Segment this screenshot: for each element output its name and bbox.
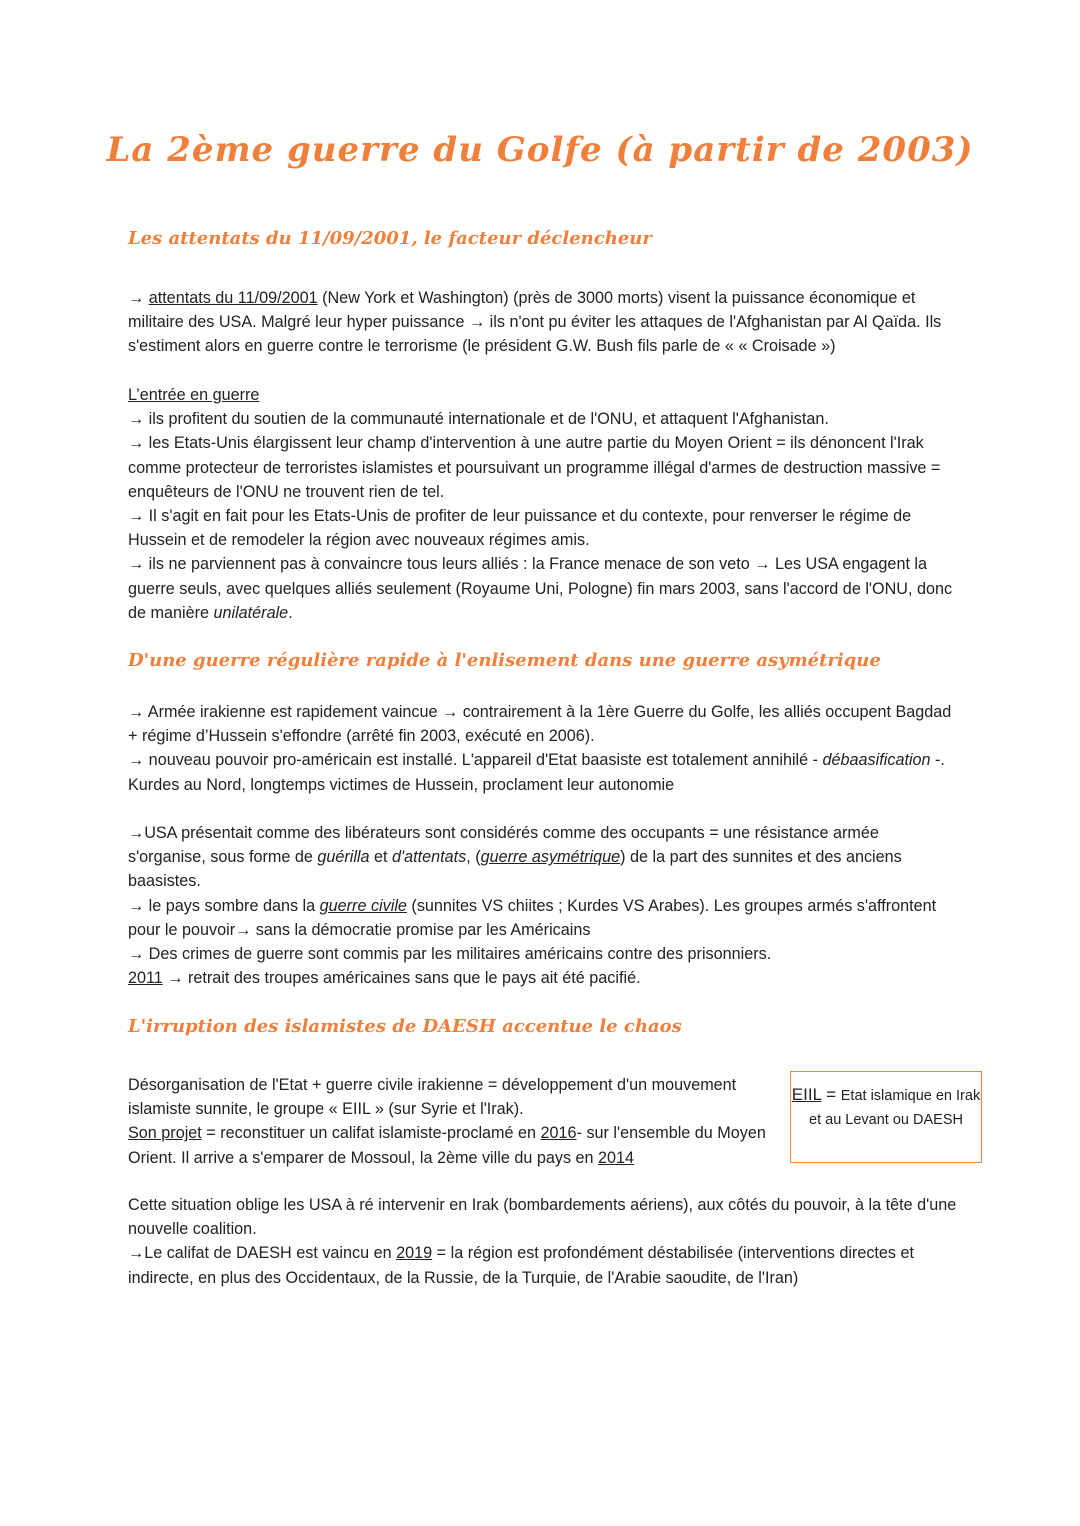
- definition-text: Etat islamique en Irak et au Levant ou DAESH: [809, 1088, 981, 1128]
- list-item: [128, 748, 958, 796]
- text: → retrait des troupes américaines sans que le pays ait été pacifié.: [162, 969, 641, 988]
- italic-term: débaasification: [822, 751, 931, 770]
- text: = reconstituer un califat islamiste-proclamé en: [201, 1124, 541, 1143]
- list-item: [128, 821, 958, 894]
- section-heading-guerre-asymetrique: D'une guerre régulière rapide à l'enlisement dans une guerre asymétrique: [128, 650, 881, 671]
- underlined-term: Son projet: [128, 1124, 202, 1143]
- definition-box: [790, 1071, 982, 1163]
- underlined-year: 2011: [128, 969, 163, 988]
- paragraph-entree-en-guerre: [128, 383, 958, 625]
- subheading-entree-en-guerre: L’entrée en guerre: [128, 386, 260, 404]
- paragraph-intervention: [128, 1193, 958, 1290]
- section-heading-daesh: L'irruption des islamistes de DAESH accentue le chaos: [128, 1016, 682, 1037]
- text: .: [288, 603, 293, 622]
- text-line: [128, 1121, 778, 1169]
- list-item: → Des crimes de guerre sont commis par les militaires américains contre des prisonniers.: [128, 945, 772, 964]
- italic-underlined-term: guerre civile: [319, 896, 407, 915]
- paragraph-attentats: [128, 286, 958, 359]
- section-heading-attentats: Les attentats du 11/09/2001, le facteur déclencheur: [128, 228, 652, 249]
- underlined-term: attentats du 11/09/2001: [148, 289, 318, 307]
- text: → ils ne parviennent pas à convaincre tous leurs alliés : la France menace de son veto → Les USA engagent la guerre seuls, avec quelques alliés seulement (Royaume Uni, Pologne) fin mars 2003, sans l'accord de l'ONU, donc de manière: [128, 555, 953, 622]
- list-item: → ils profitent du soutien de la communauté internationale et de l'ONU, et attaquent l'Afghanistan.: [128, 410, 829, 429]
- italic-underlined-term: guerre asymétrique: [480, 848, 621, 867]
- list-item: [128, 552, 958, 625]
- text: →: [128, 289, 149, 307]
- list-item: [128, 894, 958, 942]
- paragraph-daesh: [128, 1073, 778, 1170]
- page-title: La 2ème guerre du Golfe (à partir de 2003): [106, 130, 974, 170]
- paragraph-occupation: [128, 821, 958, 990]
- text: = la région est profondément déstabilisée (interventions directes et indirecte, en plus des Occidentaux, de la Russie, de la Turquie, de l'Arabie saoudite, de l'Iran): [128, 1244, 915, 1287]
- definition-term: EIIL: [791, 1085, 822, 1104]
- paragraph-armee-irakienne: [128, 700, 958, 797]
- text: -. Kurdes au Nord, longtemps victimes de Hussein, proclament leur autonomie: [128, 751, 945, 794]
- text: →Le califat de DAESH est vaincu en: [128, 1244, 397, 1263]
- text: - sur l'ensemble du Moyen Orient. Il arrive a s'emparer de Mossoul, la 2ème ville du pays en: [128, 1124, 766, 1167]
- text: ) de la part des sunnites et des anciens baasistes.: [128, 848, 902, 891]
- italic-term: guérilla: [317, 848, 370, 867]
- underlined-year: 2014: [598, 1148, 635, 1167]
- underlined-year: 2019: [396, 1244, 433, 1263]
- italic-term: d'attentats: [392, 848, 467, 867]
- underlined-year: 2016: [540, 1124, 577, 1143]
- text-line: Cette situation oblige les USA à ré intervenir en Irak (bombardements aériens), aux côtés du pouvoir, à la tête d'une nouvelle coalition.: [128, 1196, 957, 1239]
- list-item: [128, 966, 958, 990]
- text-line: Désorganisation de l'Etat + guerre civile irakienne = développement d'un mouvement islamiste sunnite, le groupe « EIIL » (sur Syrie et l'Irak).: [128, 1076, 737, 1119]
- text: → le pays sombre dans la: [128, 896, 320, 915]
- text: → nouveau pouvoir pro-américain est installé. L'appareil d'Etat baasiste est totalement annihilé -: [128, 751, 823, 770]
- list-item: → Armée irakienne est rapidement vaincue → contrairement à la 1ère Guerre du Golfe, les alliés occupent Bagdad + régime d’Hussein s'effondre (arrêté fin 2003, exécuté en 2006).: [128, 703, 952, 746]
- italic-term: unilatérale: [213, 603, 289, 622]
- text: (New York et Washington) (près de 3000 morts) visent la puissance économique et militaire des USA. Malgré leur hyper puissance → ils n'ont pu éviter les attaques de l'Afghanistan par Al Qaïda. Ils s'estiment alors en guerre contre le terrorisme (le président G.W. Bush fils parle de « « Croisade »): [128, 289, 942, 356]
- text: =: [821, 1085, 841, 1104]
- text: et: [369, 848, 393, 867]
- text: →USA présentait comme des libérateurs sont considérés comme des occupants = une résistance armée s'organise, sous forme de: [128, 824, 879, 867]
- list-item: → Il s'agit en fait pour les Etats-Unis de profiter de leur puissance et du contexte, pour renverser le régime de Hussein et de remodeler la région avec nouveaux régimes amis.: [128, 507, 912, 550]
- list-item: → les Etats-Unis élargissent leur champ d'intervention à une autre partie du Moyen Orient = ils dénoncent l'Irak comme protecteur de terroristes islamistes et poursuivant un programme illégal d'armes de destruction massive = enquêteurs de l'ONU ne trouvent rien de tel.: [128, 434, 941, 501]
- text: , (: [466, 848, 481, 867]
- text: (sunnites VS chiites ; Kurdes VS Arabes). Les groupes armés s'affrontent pour le pouvoir→ sans la démocratie promise par les Américains: [128, 896, 937, 939]
- list-item: [128, 1241, 958, 1289]
